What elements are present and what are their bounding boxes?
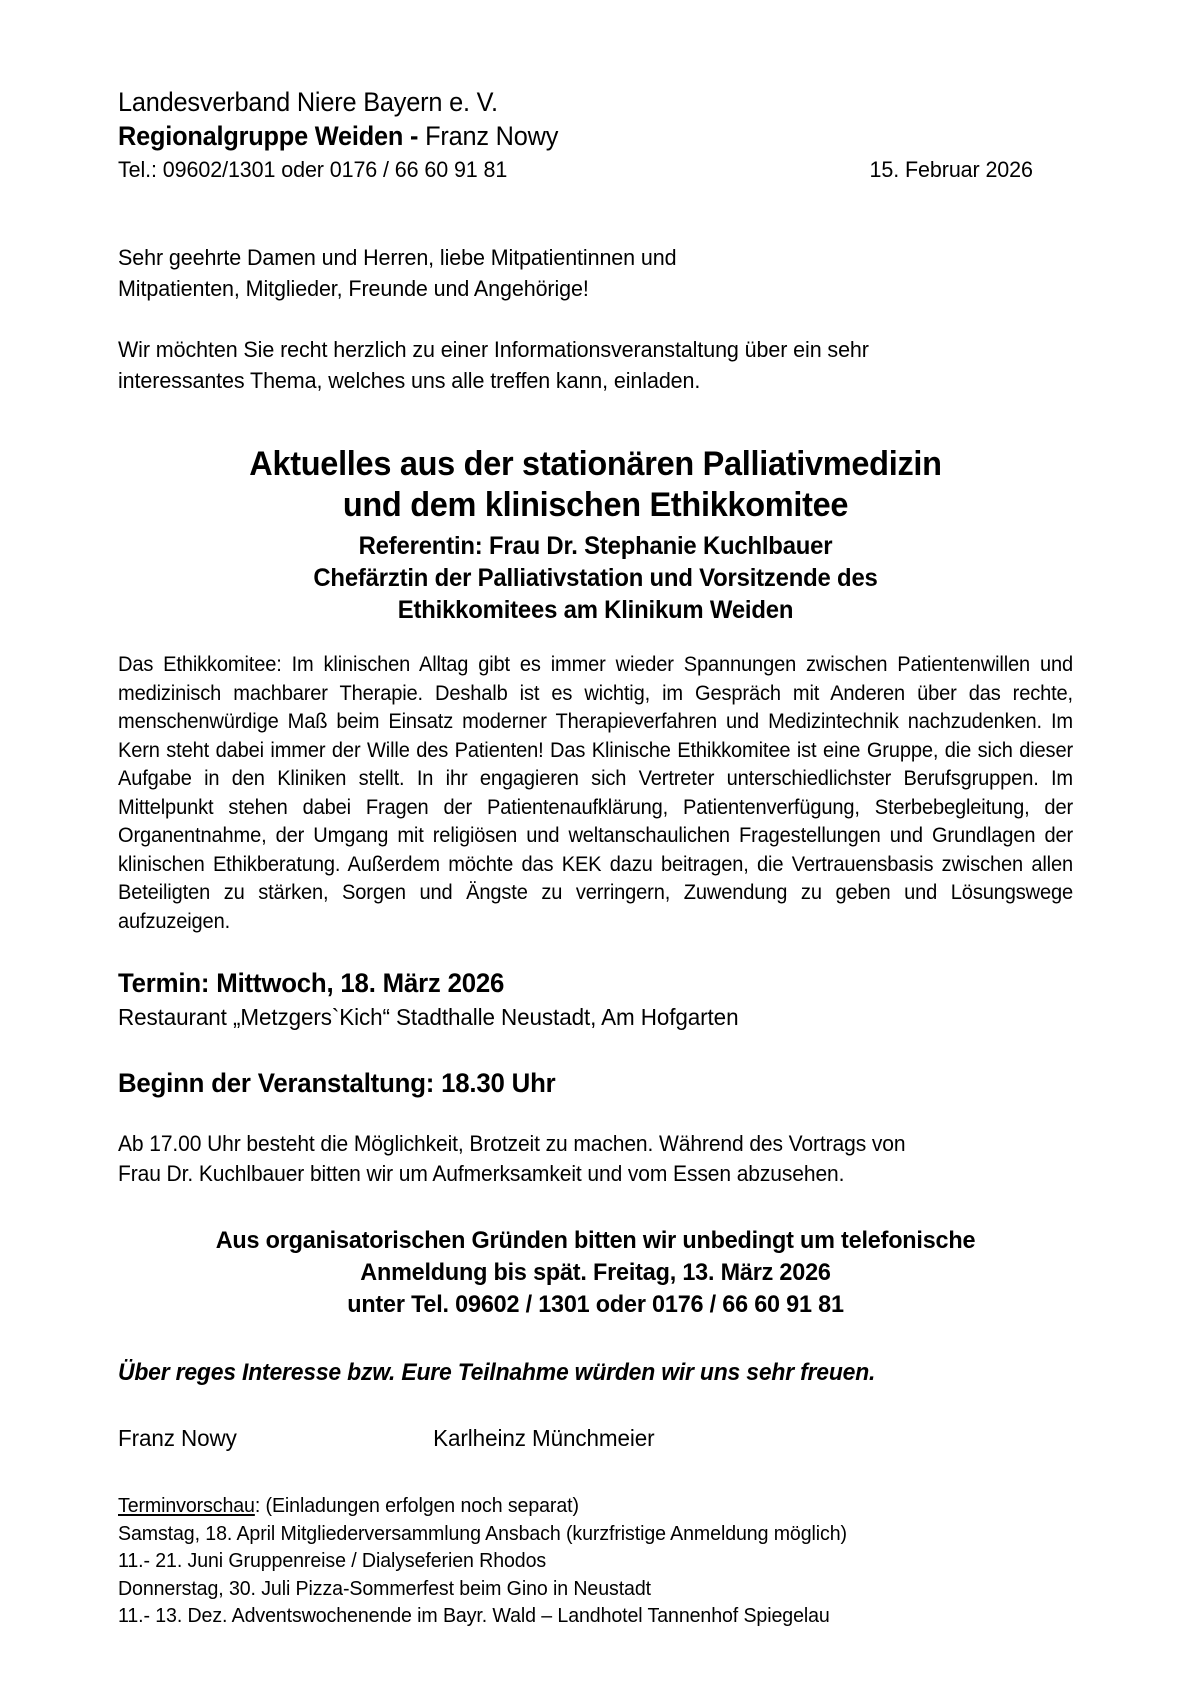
signature-row <box>118 1422 1073 1454</box>
intro-paragraph <box>118 334 1073 396</box>
list-item: Samstag, 18. April Mitgliederversammlung Ansbach (kurzfristige Anmeldung möglich) <box>118 1521 847 1545</box>
event-title <box>118 444 1073 526</box>
title-block <box>118 444 1073 626</box>
upcoming-dates-heading <box>118 1492 1073 1520</box>
group-separator: - <box>403 121 426 151</box>
intro-line-2: interessantes Thema, welches uns alle treffen kann, einladen. <box>118 368 701 393</box>
list-item: Donnerstag, 30. Juli Pizza-Sommerfest beim Gino in Neustadt <box>118 1576 651 1600</box>
group-contact-name: Franz Nowy <box>425 121 559 151</box>
letterhead <box>118 86 1073 185</box>
salutation-line-1: Sehr geehrte Damen und Herren, liebe Mitpatientinnen und <box>118 245 677 270</box>
speaker-role-line-1: Chefärztin der Palliativstation und Vorsitzende des <box>313 564 878 592</box>
event-note <box>118 1129 1073 1189</box>
registration-phone-line: unter Tel. 09602 / 1301 oder 0176 / 66 60 91 81 <box>347 1291 844 1318</box>
list-item: 11.- 13. Dez. Adventswochenende im Bayr. Wald – Landhotel Tannenhof Spiegelau <box>118 1604 830 1627</box>
upcoming-dates-label: Terminvorschau <box>118 1494 255 1517</box>
event-title-line-2: und dem klinischen Ethikkomitee <box>342 486 849 524</box>
letter-sheet <box>118 86 1073 1630</box>
contact-row <box>118 154 1073 185</box>
registration-callout <box>118 1225 1073 1321</box>
signature-right: Karlheinz Münchmeier <box>433 1425 655 1451</box>
start-time-heading: Beginn der Veranstaltung: 18.30 Uhr <box>118 1068 556 1098</box>
upcoming-dates-note: : (Einladungen erfolgen noch separat) <box>254 1494 579 1517</box>
registration-line-1: Aus organisatorischen Gründen bitten wir unbedingt um telefonische <box>215 1227 976 1254</box>
speaker-role-line-2: Ethikkomitees am Klinikum Weiden <box>397 596 794 624</box>
list-item: 11.- 21. Juni Gruppenreise / Dialyseferien Rhodos <box>118 1549 547 1572</box>
registration-line-2: Anmeldung bis spät. Freitag, 13. März 2026 <box>360 1259 831 1286</box>
organization-name: Landesverband Niere Bayern e. V. <box>118 87 498 117</box>
closing-thanks: Über reges Interesse bzw. Eure Teilnahme würden wir uns sehr freuen. <box>118 1359 876 1386</box>
phone-line: Tel.: 09602/1301 oder 0176 / 66 60 91 81 <box>118 157 508 182</box>
regional-group-line <box>118 119 1073 153</box>
event-note-line-2: Frau Dr. Kuchlbauer bitten wir um Aufmerksamkeit und vom Essen abzusehen. <box>118 1161 845 1186</box>
speaker-block <box>118 531 1073 626</box>
termin-heading: Termin: Mittwoch, 18. März 2026 <box>118 968 505 998</box>
regional-group-label: Regionalgruppe Weiden <box>118 121 404 151</box>
signature-left: Franz Nowy <box>118 1425 237 1451</box>
body-paragraph: Das Ethikkomitee: Im klinischen Alltag gibt es immer wieder Spannungen zwischen Patientenwillen und medizinisch machbarer Therapie. Deshalb ist es wichtig, im Gespräch mit Anderen über das rechte, menschenwürdige Maß beim Einsatz moderner Therapieverfahren und Medizintechnik nachzudenken. Im Kern steht dabei immer der Wille des Patienten! Das Klinische Ethikkomitee ist eine Gruppe, die sich dieser Aufgabe in den Kliniken stellt. In ihr engagieren sich Vertreter unterschiedlichster Berufsgruppen. Im Mittelpunkt stehen dabei Fragen der Patientenaufklärung, Patientenverfügung, Sterbebegleitung, der Organentnahme, der Umgang mit religiösen und weltanschaulichen Fragestellungen und Grundlagen der klinischen Ethikberatung. Außerdem möchte das KEK dazu beitragen, die Vertrauensbasis zwischen allen Beteiligten zu stärken, Sorgen und Ängste zu verringern, Zuwendung zu geben und Lösungswege aufzuzeigen. <box>118 653 1073 933</box>
upcoming-dates-list <box>118 1520 1073 1630</box>
upcoming-dates-section <box>118 1492 1073 1630</box>
salutation-line-2: Mitpatienten, Mitglieder, Freunde und Angehörige! <box>118 276 589 301</box>
speaker-name-line: Referentin: Frau Dr. Stephanie Kuchlbauer <box>358 532 833 560</box>
intro-line-1: Wir möchten Sie recht herzlich zu einer Informationsveranstaltung über ein sehr <box>118 337 869 362</box>
salutation <box>118 242 1073 304</box>
event-title-line-1: Aktuelles aus der stationären Palliativmedizin <box>249 445 942 483</box>
event-note-line-1: Ab 17.00 Uhr besteht die Möglichkeit, Brotzeit zu machen. Während des Vortrags von <box>118 1131 906 1156</box>
venue-line: Restaurant „Metzgers`Kich“ Stadthalle Neustadt, Am Hofgarten <box>118 1004 739 1030</box>
letter-date: 15. Februar 2026 <box>869 157 1033 182</box>
